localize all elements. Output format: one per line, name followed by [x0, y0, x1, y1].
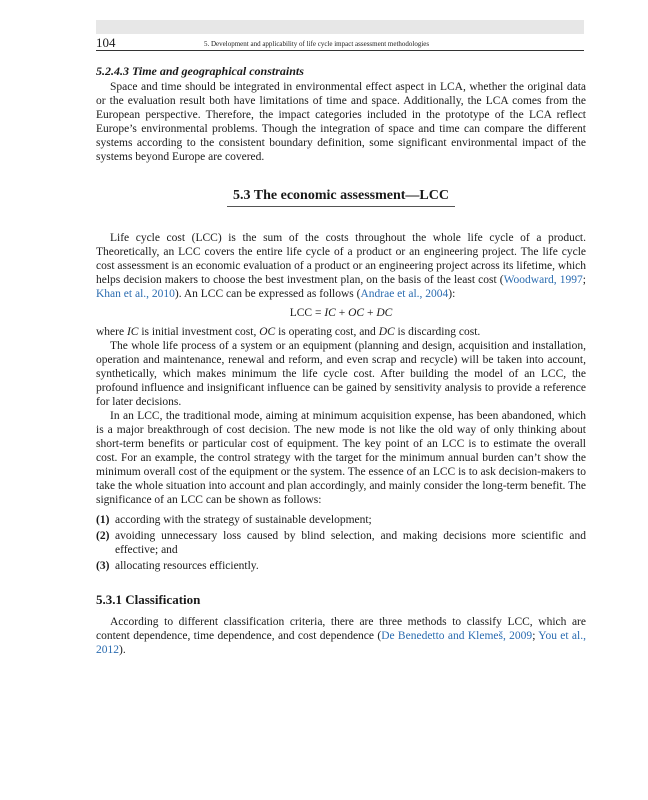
running-head: 5. Development and applicability of life cycle impact assessment methodologies	[204, 40, 430, 48]
list-item: (2) avoiding unnecessary loss caused by blind selection, and making decisions more scientific and effective; and	[96, 530, 586, 556]
page-header	[96, 34, 584, 51]
classification-paragraph: According to different classification criteria, there are three methods to classify LCC, which are content dependence, time dependence, and cost dependence (De Benedetto and Klemeš, 2009; You et al., 2012).	[96, 616, 586, 656]
section-heading: 5.3 The economic assessment—LCC	[227, 189, 455, 207]
significance-list	[96, 513, 586, 573]
time-geo-paragraph: Space and time should be integrated in environmental effect aspect in LCA, whether the original data or the evaluation result both have limitations of time and space. Additionally, the LCA comes from the European perspective. Therefore, the impact categories included in the prototype of the LCA reflect Europe’s environmental problems. Though the integration of space and time can compare the different systems according to the consistent boundary definition, some significant environmental impact of the systems beyond Europe are covered.	[96, 81, 586, 163]
citation-woodward[interactable]: Woodward, 1997	[503, 274, 583, 286]
subsubsection-heading: 5.2.4.3 Time and geographical constraints	[96, 64, 304, 78]
whole-life-paragraph: The whole life process of a system or an equipment (planning and design, acquisition and installation, operation and maintenance, renewal and reform, and even scrap and recycle) will be taken into account, synthetically, which makes minimum the life cycle cost. After building the model of an LCC, the profound influence and insignificant influence can be gained by sensitivity analysis to provide a reference for later decisions.	[96, 340, 586, 408]
list-item: (1) according with the strategy of sustainable development;	[96, 514, 372, 526]
list-item: (3) allocating resources efficiently.	[96, 560, 259, 572]
page-body	[96, 64, 586, 657]
citation-you[interactable]: You et al., 2012	[96, 630, 586, 656]
citation-andrae[interactable]: Andrae et al., 2004	[360, 288, 449, 300]
equation-definition: where IC is initial investment cost, OC is operating cost, and DC is discarding cost.	[96, 326, 481, 338]
section-heading-wrapper	[96, 189, 586, 207]
traditional-mode-paragraph: In an LCC, the traditional mode, aiming at minimum acquisition expense, has been abandoned, which is a major breakthrough of cost decision. The new mode is not like the old way of only thinking about short-term benefits or particular cost of equipment. The key point of an LCC is to estimate the overall cost. For an example, the control strategy with the target for the minimum annual burden can’t show the minimum overall cost of the equipment or the system. The essence of an LCC is to ask decision-makers to take the whole situation into account and plan accordingly, and mainly consider the long-term benefit. The significance of an LCC can be shown as follows:	[96, 410, 586, 506]
page-number: 104	[96, 35, 116, 50]
subsection-heading: 5.3.1 Classification	[96, 592, 201, 607]
citation-khan[interactable]: Khan et al., 2010	[96, 288, 175, 300]
lcc-intro-paragraph: Life cycle cost (LCC) is the sum of the costs throughout the whole life cycle of a product. Theoretically, an LCC covers the entire life cycle of a product or an engineering project. The life cycle cost assessment is an economic evaluation of a product or an engineering project across its lifetime, which helps decision makers to choose the best investment plan, on the basis of the least cost (Woodward, 1997; Khan et al., 2010). An LCC can be expressed as follows (Andrae et al., 2004):	[96, 232, 586, 300]
lcc-equation: LCC = IC + OC + DC	[289, 307, 393, 319]
citation-debenedetto[interactable]: De Benedetto and Klemeš, 2009	[381, 630, 533, 642]
top-margin-bar	[96, 20, 584, 34]
